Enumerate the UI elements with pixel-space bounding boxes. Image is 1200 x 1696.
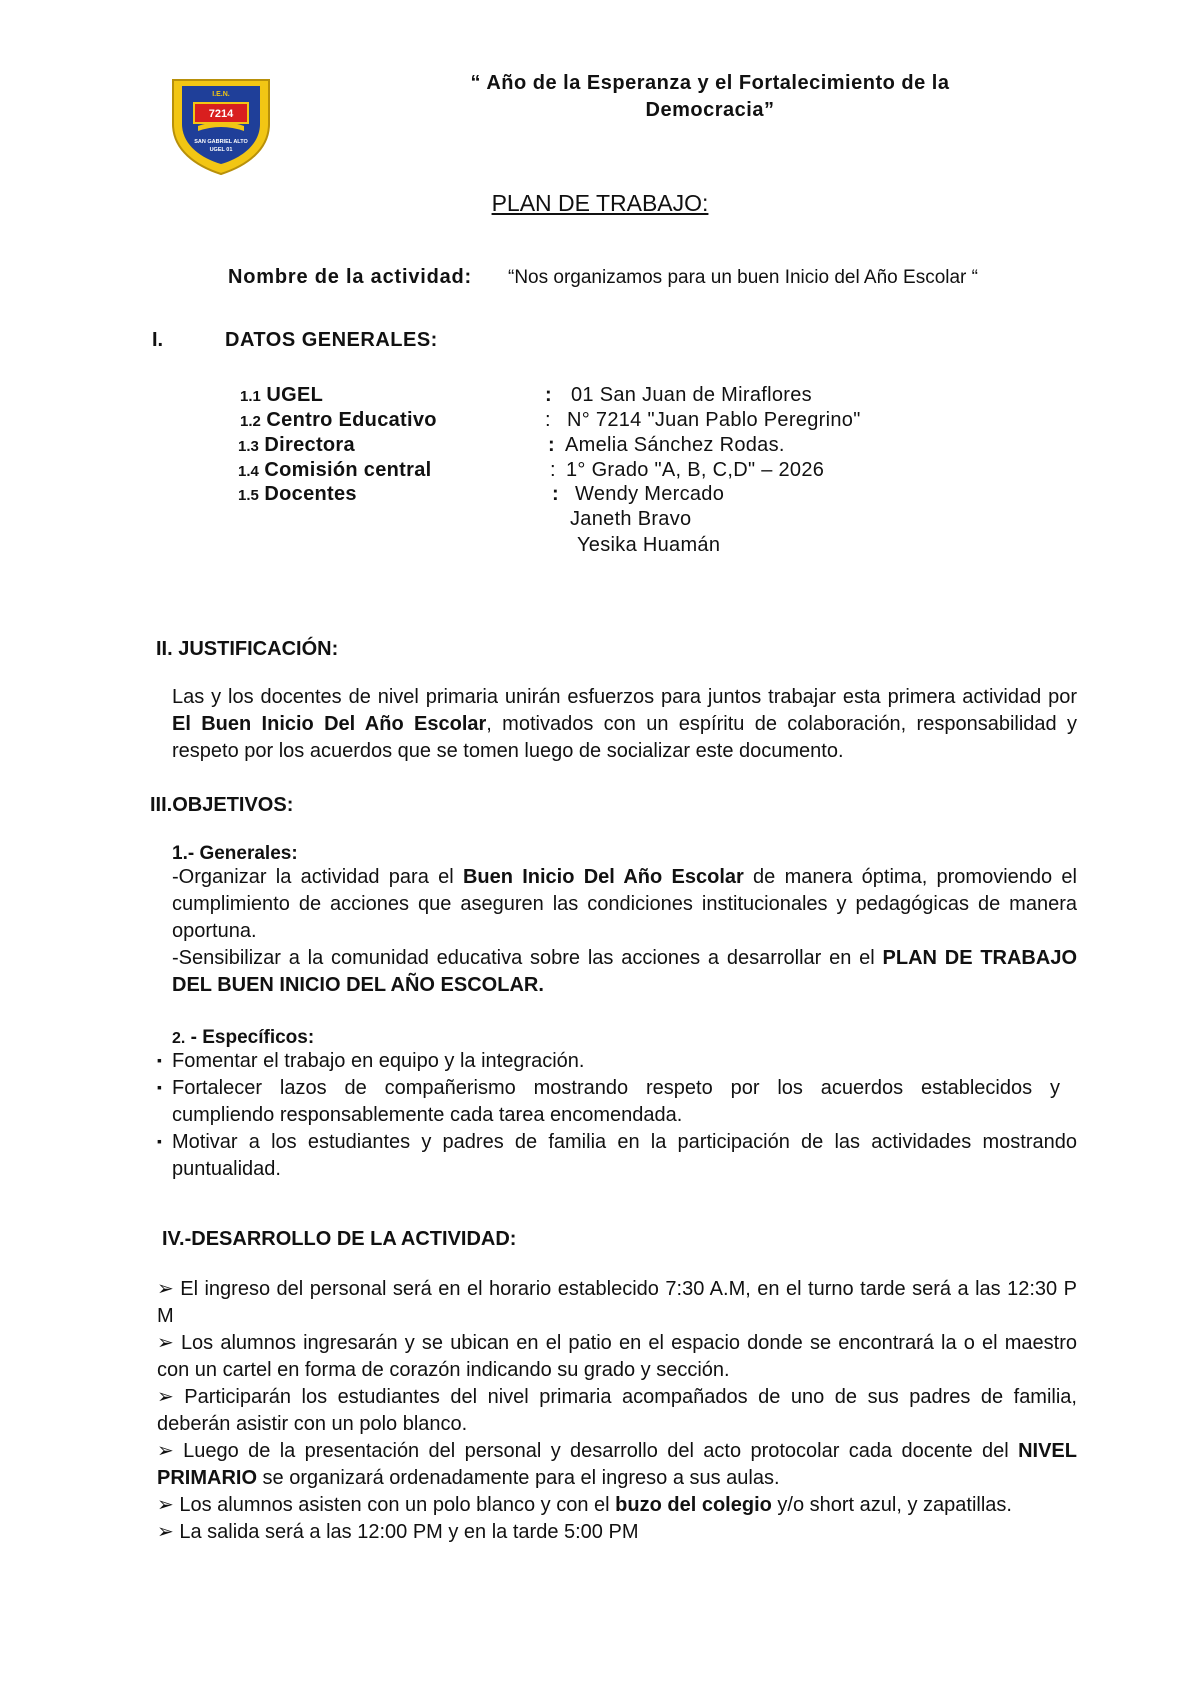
bullet-icon: ▪ xyxy=(157,1133,162,1149)
emphasis-text: DEL BUEN INICIO DEL AÑO ESCOLAR. xyxy=(172,974,544,996)
development-text: Luego de la presentación del personal y desarrollo del acto protocolar cada docente del xyxy=(183,1440,1019,1462)
development-text: Los alumnos ingresarán y se ubican en el patio en el espacio donde se encontrará la o el maestro xyxy=(180,1332,1077,1354)
development-item-continuation: deberán asistir con un polo blanco. xyxy=(157,1413,468,1435)
especificos-number: 2. xyxy=(172,1030,186,1047)
justification-line xyxy=(172,711,1077,738)
objective-line: oportuna. xyxy=(172,920,257,942)
docente-name: Yesika Huamán xyxy=(577,534,721,556)
arrow-icon: ➢ xyxy=(157,1332,174,1354)
logo-text-ugel: UGEL 01 xyxy=(209,147,233,153)
general-data-row xyxy=(238,482,725,507)
development-item xyxy=(157,1519,1077,1546)
motto-line-1: “ Año de la Esperanza y el Fortalecimiento de la xyxy=(470,72,950,94)
specific-objective: Fomentar el trabajo en equipo y la integración. xyxy=(172,1050,585,1072)
development-text: El ingreso del personal será en el horario establecido 7:30 A.M, en el turno tarde será a las 12:30 P M xyxy=(157,1278,1077,1327)
row-value: Wendy Mercado xyxy=(575,483,725,505)
school-logo xyxy=(168,76,274,176)
objective-line xyxy=(172,864,1077,891)
row-value: N° 7214 "Juan Pablo Peregrino" xyxy=(567,409,861,431)
page-title: PLAN DE TRABAJO: xyxy=(491,190,709,216)
row-colon: : xyxy=(548,434,555,456)
general-data-row xyxy=(240,383,812,408)
development-item-continuation xyxy=(157,1465,1077,1492)
specific-objective-line: cumpliendo responsablemente cada tarea encomendada. xyxy=(172,1104,683,1126)
row-label: Centro Educativo xyxy=(266,409,437,431)
row-colon: : xyxy=(545,409,551,431)
row-label: Directora xyxy=(264,434,355,456)
activity-label: Nombre de la actividad: xyxy=(228,266,473,288)
arrow-icon: ➢ xyxy=(157,1386,174,1408)
row-value: 1° Grado "A, B, C,D" – 2026 xyxy=(566,459,825,481)
development-item xyxy=(157,1330,1077,1357)
objective-line xyxy=(172,972,1077,999)
arrow-icon: ➢ xyxy=(157,1278,174,1300)
year-motto xyxy=(430,70,990,124)
activity-name: “Nos organizamos para un buen Inicio del Año Escolar “ xyxy=(508,267,978,288)
specific-objective-line: Fortalecer lazos de compañerismo mostrando respeto por los acuerdos establecidos y xyxy=(172,1077,1060,1099)
logo-text-ien: I.E.N. xyxy=(212,91,230,98)
general-data-row xyxy=(238,433,785,458)
development-item xyxy=(157,1384,1077,1411)
emphasis-text: El Buen Inicio Del Año Escolar xyxy=(172,713,487,735)
section-1-number: I. xyxy=(152,329,164,351)
row-colon: : xyxy=(550,459,556,481)
row-colon: : xyxy=(545,384,552,406)
row-number: 1.4 xyxy=(238,463,259,480)
section-2-title: II. JUSTIFICACIÓN: xyxy=(156,638,339,660)
objective-line xyxy=(172,945,1077,972)
logo-text-number: 7214 xyxy=(208,108,234,120)
row-value: 01 San Juan de Miraflores xyxy=(571,384,812,406)
development-item xyxy=(157,1438,1077,1465)
general-data-row xyxy=(238,458,825,483)
emphasis-text: PLAN DE TRABAJO xyxy=(882,947,1077,969)
row-colon: : xyxy=(552,483,559,505)
row-number: 1.3 xyxy=(238,438,259,455)
generales-title: 1.- Generales: xyxy=(172,843,298,864)
justification-line: Las y los docentes de nivel primaria unirán esfuerzos para juntos trabajar esta primera actividad por xyxy=(172,686,1077,708)
justification-text: , motivados con un espíritu de colaboración, responsabilidad y xyxy=(486,713,1077,735)
bullet-icon: ▪ xyxy=(157,1079,162,1095)
development-text: Participarán los estudiantes del nivel primaria acompañados de uno de sus padres de familia, xyxy=(184,1386,1077,1408)
development-text: La salida será a las 12:00 PM y en la tarde 5:00 PM xyxy=(179,1521,639,1543)
row-number: 1.2 xyxy=(240,413,261,430)
arrow-icon: ➢ xyxy=(157,1494,174,1516)
row-label: Docentes xyxy=(264,483,357,505)
especificos-label: - Específicos: xyxy=(185,1027,315,1048)
generales-objectives xyxy=(172,864,1077,999)
emphasis-text: NIVEL xyxy=(1018,1440,1077,1462)
objective-text: -Organizar la actividad para el xyxy=(172,866,463,888)
development-item xyxy=(157,1492,1077,1519)
general-data-row xyxy=(240,408,861,433)
objective-line: cumplimiento de acciones que aseguren las condiciones institucionales y pedagógicas de manera xyxy=(172,893,1077,915)
emphasis-text: buzo del colegio xyxy=(615,1494,772,1516)
specific-objective-line: puntualidad. xyxy=(172,1158,281,1180)
development-text: se organizará ordenadamente para el ingreso a sus aulas. xyxy=(257,1467,780,1489)
emphasis-text: PRIMARIO xyxy=(157,1467,257,1489)
motto-line-2: Democracia” xyxy=(645,99,775,121)
specific-objective xyxy=(172,1129,1077,1183)
specific-objective xyxy=(172,1075,1060,1129)
justification-paragraph xyxy=(172,684,1077,765)
row-value: Amelia Sánchez Rodas. xyxy=(565,434,785,456)
development-text: y/o short azul, y zapatillas. xyxy=(771,1494,1012,1516)
arrow-icon: ➢ xyxy=(157,1521,174,1543)
objective-text: de manera óptima, promoviendo el xyxy=(743,866,1077,888)
logo-text-name: SAN GABRIEL ALTO xyxy=(194,139,248,145)
objective-text: -Sensibilizar a la comunidad educativa sobre las acciones a desarrollar en el xyxy=(172,947,883,969)
specific-objective-line: Motivar a los estudiantes y padres de familia en la participación de las actividades mostrando xyxy=(172,1131,1077,1153)
justification-line: respeto por los acuerdos que se tomen luego de socializar este documento. xyxy=(172,740,844,762)
row-number: 1.1 xyxy=(240,388,261,405)
bullet-icon: ▪ xyxy=(157,1052,162,1068)
row-label: Comisión central xyxy=(264,459,432,481)
development-item-continuation: con un cartel en forma de corazón indicando su grado y sección. xyxy=(157,1359,730,1381)
section-1-title: DATOS GENERALES: xyxy=(225,329,438,351)
development-item xyxy=(157,1276,1077,1330)
activity-development-list xyxy=(157,1276,1077,1546)
section-3-title: III.OBJETIVOS: xyxy=(150,794,294,816)
arrow-icon: ➢ xyxy=(157,1440,174,1462)
docente-name: Janeth Bravo xyxy=(570,508,692,530)
development-text: Los alumnos asisten con un polo blanco y con el xyxy=(179,1494,616,1516)
section-4-title: IV.-DESARROLLO DE LA ACTIVIDAD: xyxy=(162,1228,517,1250)
emphasis-text: Buen Inicio Del Año Escolar xyxy=(462,866,744,888)
row-label: UGEL xyxy=(266,384,324,406)
row-number: 1.5 xyxy=(238,487,259,504)
